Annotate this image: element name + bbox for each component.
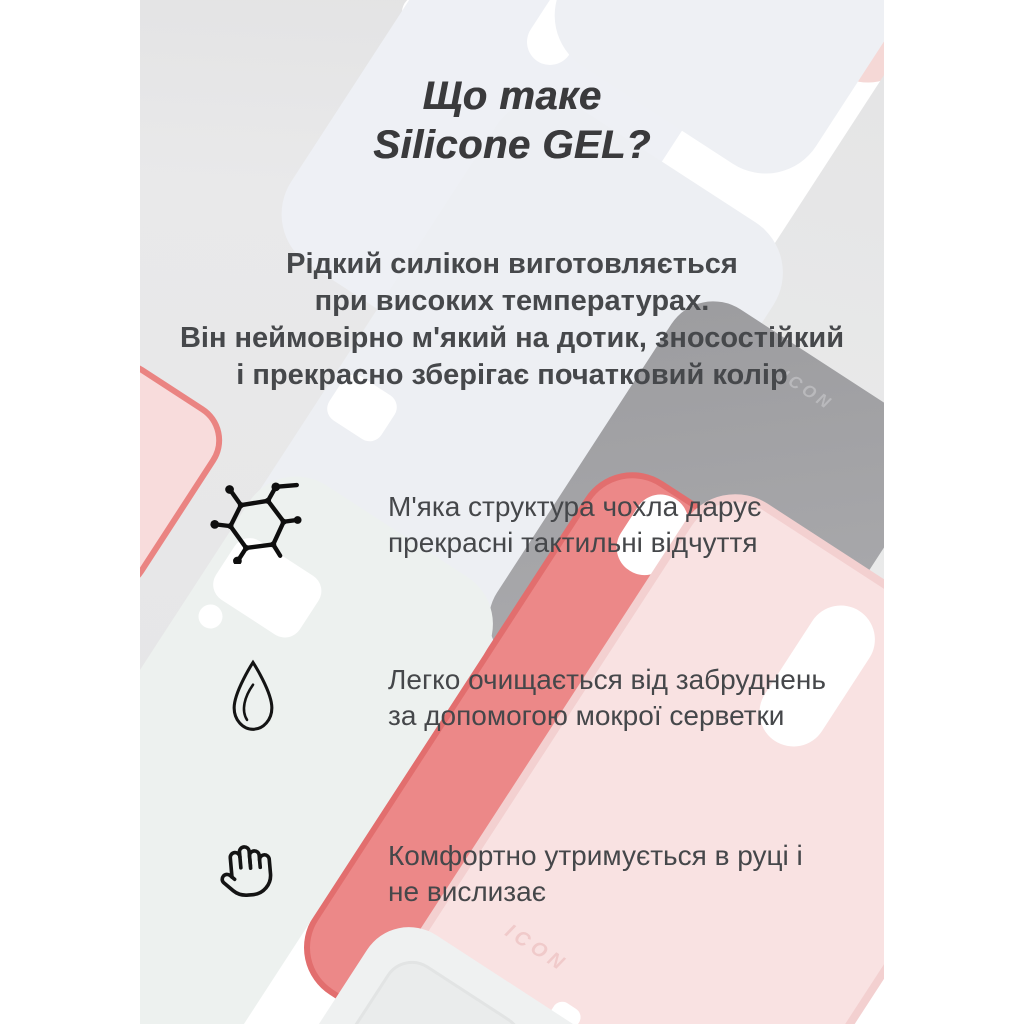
intro-line: при високих температурах. [314,285,710,317]
case-brand-text: ICON [777,366,837,415]
intro-paragraph [140,246,884,394]
feature-line: Комфортно утримується в руці і [388,840,803,871]
title-line-1: Що таке [422,74,602,118]
molecule-icon [206,476,302,564]
feature-line: Легко очищається від забруднень [388,664,826,695]
feature-line: прекрасні тактильні відчуття [388,527,758,558]
water-drop-icon [227,659,279,731]
feature-line: М'яка структура чохла дарує [388,491,762,522]
intro-line: Він неймовірно м'який на дотик, зносостійкий [179,322,845,354]
feature-soft-touch [388,489,761,561]
feature-line: за допомогою мокрої серветки [388,700,785,731]
intro-line: і прекрасно зберігає початковий колір [236,359,788,391]
feature-easy-clean [388,662,826,734]
case-brand-text: ICON [501,920,572,977]
feature-line: не вислизає [388,876,547,907]
hand-icon [214,835,278,908]
feature-grip [388,838,803,910]
intro-line: Рідкий силікон виготовляється [286,248,738,280]
title-line-2: Silicone GEL? [373,123,651,167]
page-title [140,72,884,170]
